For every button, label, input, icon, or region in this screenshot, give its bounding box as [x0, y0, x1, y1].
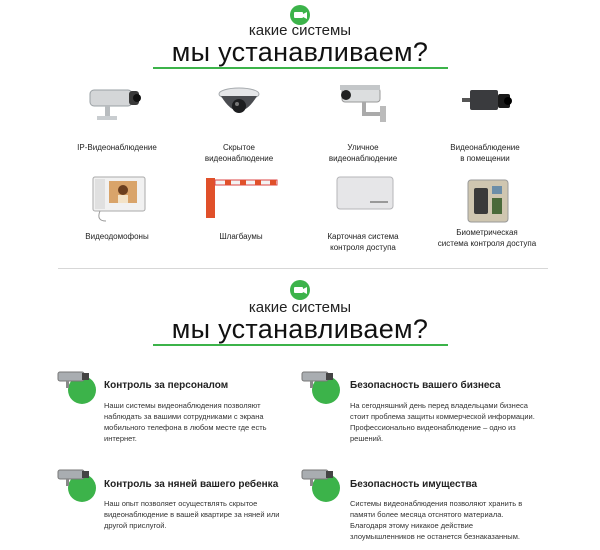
box-camera-icon — [460, 84, 515, 124]
feature-heading: Безопасность имущества — [350, 479, 478, 490]
feature-camera-badge-icon — [312, 474, 340, 502]
dome-camera-icon — [212, 82, 267, 127]
section1-subtitle: какие системы — [248, 22, 352, 39]
feature-camera-badge-icon — [68, 474, 96, 502]
access-card-icon — [336, 176, 394, 210]
camera-badge-icon — [290, 280, 310, 300]
bullet-camera-icon — [85, 82, 150, 127]
section1-title: мы устанавливаем? — [171, 37, 429, 67]
product-label: Биометрическая система контроля доступа — [437, 228, 537, 248]
product-label: IP-Видеонаблюдение — [77, 143, 157, 152]
title-underline — [153, 344, 448, 346]
section2-subtitle: какие системы — [248, 299, 352, 316]
feature-heading: Безопасность вашего бизнеса — [350, 380, 501, 391]
title-underline — [153, 67, 448, 69]
feature-text: Наш опыт позволяет осуществлять скрытое видеонаблюдение в вашей квартире за няней или другой прислугой. — [104, 499, 280, 530]
product-label: Видеонаблюдение в помещении — [450, 143, 520, 163]
barrier-gate-icon — [200, 172, 280, 220]
product-label: Скрытое видеонаблюдение — [204, 143, 274, 163]
section-divider — [58, 268, 548, 269]
fingerprint-reader-icon — [466, 178, 510, 224]
feature-camera-badge-icon — [68, 376, 96, 404]
feature-text: Наши системы видеонаблюдения позволяют наблюдать за вашими сотрудниками с экрана мобильного телефона в любом месте где есть интернет. — [104, 401, 267, 443]
product-label: Уличное видеонаблюдение — [328, 143, 398, 163]
feature-text: Системы видеонаблюдения позволяют хранить в памяти более месяца отснятого материала. Благодаря этому никакое действие злоумышленников не останется безнаказанным. — [350, 499, 523, 541]
feature-text: На сегодняшний день перед владельцами бизнеса стоит проблема защиты коммерческой информации. Профессионально видеонаблюдение – одно из решений. — [350, 401, 535, 443]
section2-title: мы устанавливаем? — [171, 314, 429, 344]
outdoor-camera-icon — [338, 80, 393, 128]
product-label: Карточная система контроля доступа — [327, 232, 399, 252]
feature-camera-badge-icon — [312, 376, 340, 404]
video-intercom-icon — [92, 175, 147, 225]
product-label: Шлагбаумы — [219, 232, 263, 241]
feature-heading: Контроль за персоналом — [104, 380, 229, 391]
feature-heading: Контроль за няней вашего ребенка — [104, 479, 279, 490]
product-label: Видеодомофоны — [85, 232, 149, 241]
